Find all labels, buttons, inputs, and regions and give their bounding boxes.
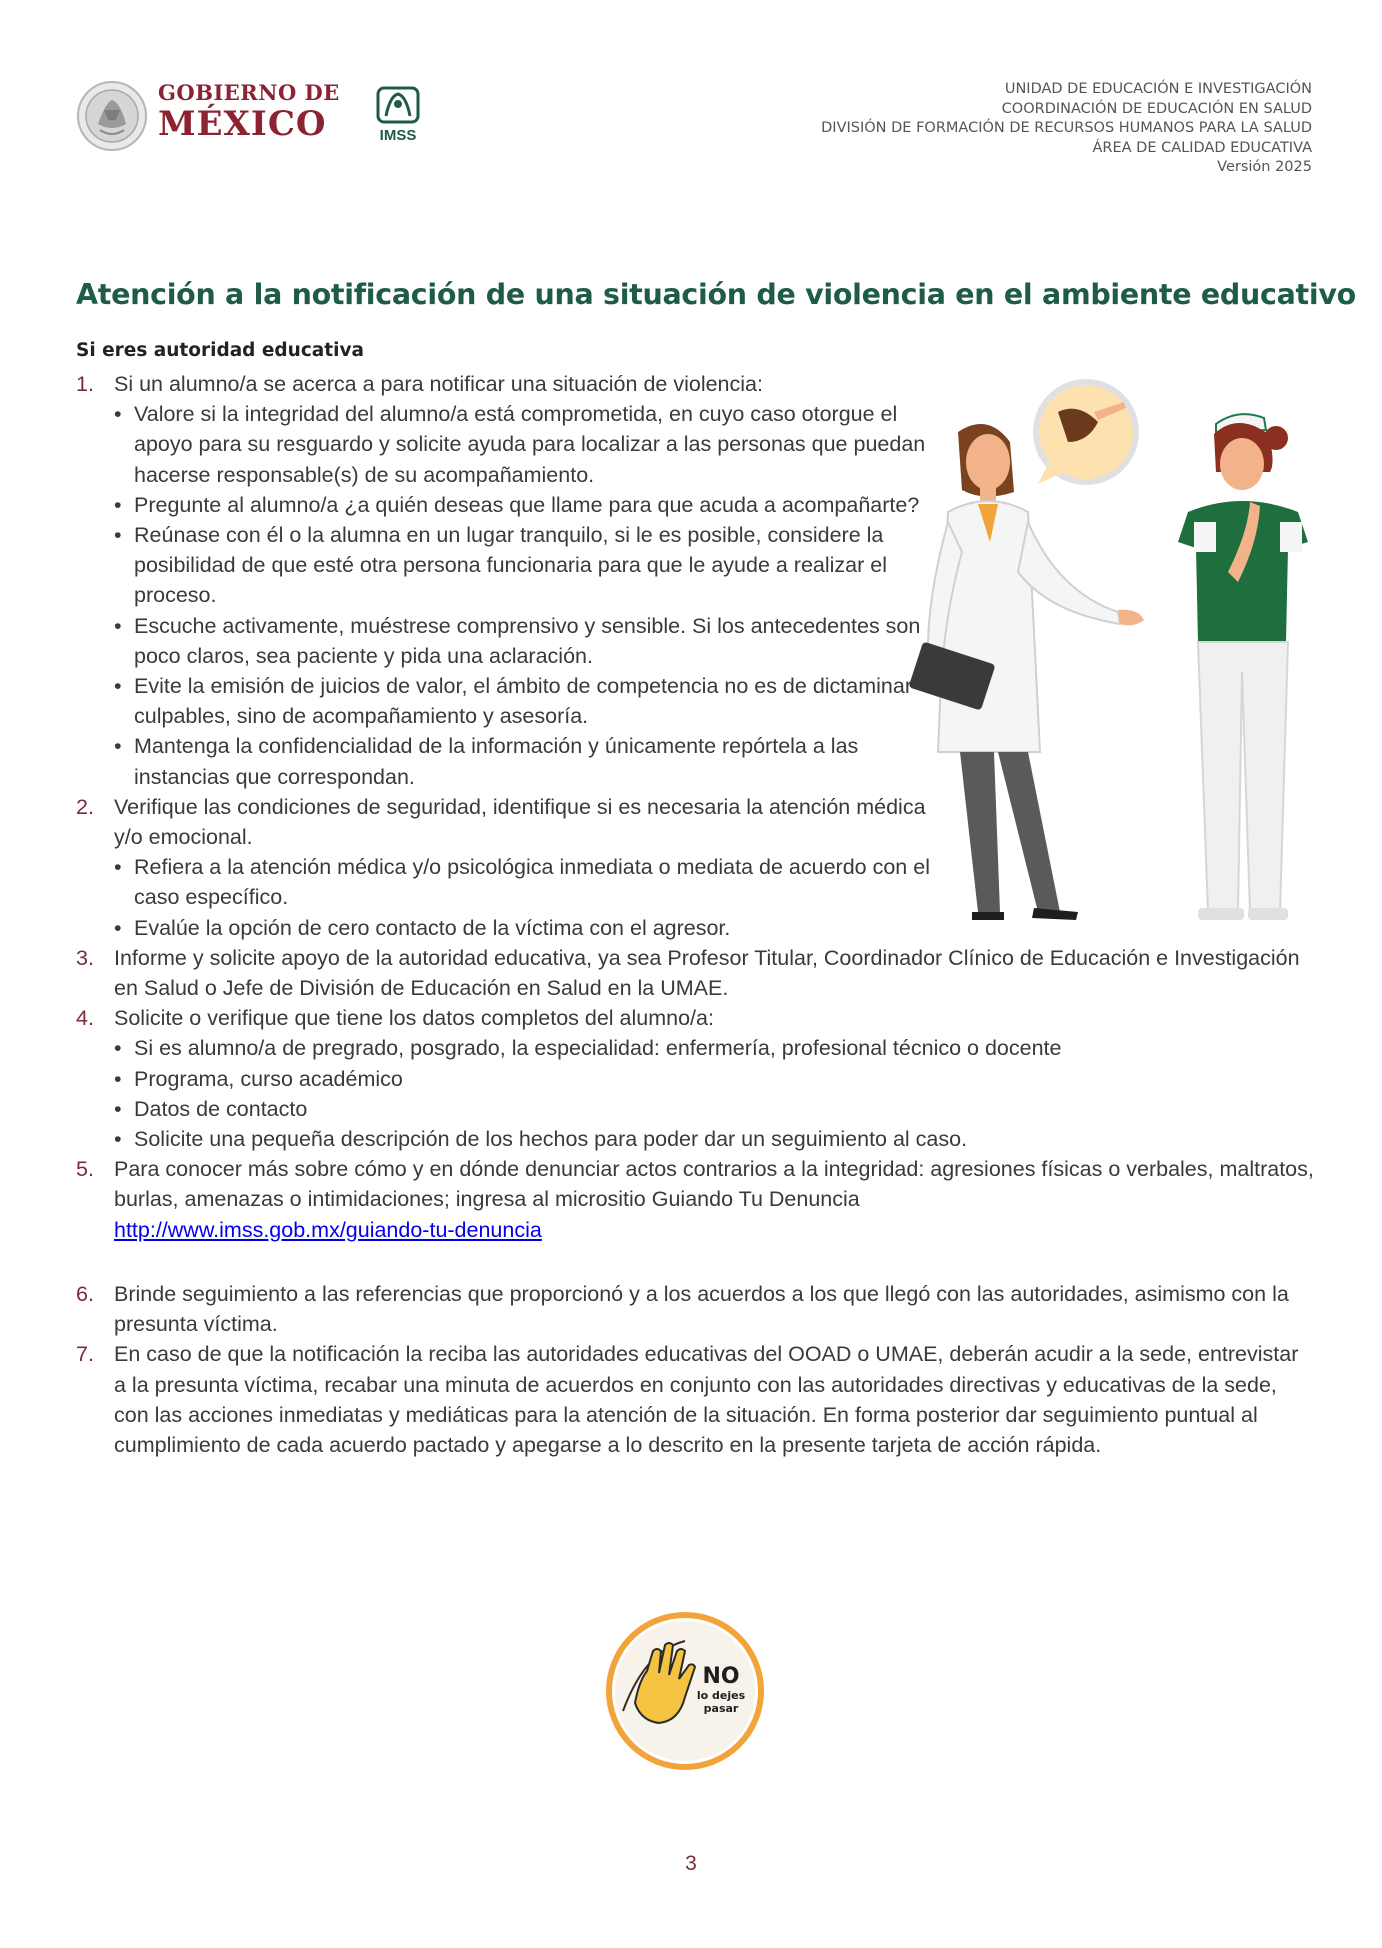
imss-label: IMSS [379,127,417,144]
bullet-item: • Programa, curso académico [114,1064,1316,1094]
spacer [76,1245,1316,1279]
bullet-item: • Si es alumno/a de pregrado, posgrado, la especialidad: enfermería, profesional técnico o docente [114,1033,1316,1063]
bullet-item: • Mantenga la confidencialidad de la información y únicamente repórtela a las instancias que correspondan. [114,731,958,791]
item-number: 6. [76,1281,94,1306]
item-number: 5. [76,1157,94,1182]
bullet-item: • Refiera a la atención médica y/o psicológica inmediata o mediata de acuerdo con el caso específico. [114,852,958,912]
bullet-item: • Valore si la integridad del alumno/a está comprometida, en cuyo caso otorgue el apoyo para su resguardo y solicite ayuda para localizar a las personas que puedan hacerse responsable(s) de su acompañamiento. [114,399,958,490]
bullet-item: • Evite la emisión de juicios de valor, el ámbito de competencia no es de dictaminar culpables, sino de acompañamiento y asesoría. [114,671,958,731]
item-number: 1. [76,372,94,396]
mexico-coat-of-arms-icon [76,80,148,152]
guiando-tu-denuncia-link[interactable]: http://www.imss.gob.mx/guiando-tu-denuncia [114,1217,542,1242]
item-text: Para conocer más sobre cómo y en dónde denunciar actos contrarios a la integridad: agresiones físicas o verbales, maltratos, burlas, amenazas o intimidaciones; ingresa al micrositio Guiando Tu Denuncia [114,1157,1314,1212]
seal-no: NO [702,1664,740,1689]
bullet-item: • Evalúe la opción de cero contacto de la víctima con el agresor. [114,913,958,943]
bullet-item: • Datos de contacto [114,1094,1316,1124]
list-item [76,369,1316,792]
header-line: UNIDAD DE EDUCACIÓN E INVESTIGACIÓN [1004,81,1312,97]
bullet-item: • Solicite una pequeña descripción de los hechos para poder dar un seguimiento al caso. [114,1124,1316,1154]
header-institution-info [821,80,1312,178]
main-content [76,369,1316,1460]
bullet-item: • Escuche activamente, muéstrese comprensivo y sensible. Si los antecedentes son poco claros, sea paciente y pida una aclaración. [114,611,958,671]
item-text: Solicite o verifique que tiene los datos completos del alumno/a: [114,1006,714,1031]
section-subtitle: Si eres autoridad educativa [76,340,364,361]
item-number: 4. [76,1006,94,1031]
no-lo-dejes-pasar-seal [605,1611,765,1771]
header-line: COORDINACIÓN DE EDUCACIÓN EN SALUD [1001,100,1312,117]
gobierno-de-mexico-logo [158,80,340,144]
gobierno-line2: MÉXICO [158,104,327,144]
item-number: 3. [76,945,94,970]
header-logos [76,80,436,160]
item-number: 2. [76,794,94,819]
gobierno-line1: GOBIERNO DE [158,80,340,105]
header-line: ÁREA DE CALIDAD EDUCATIVA [1092,139,1312,156]
list-item [76,1154,1316,1245]
imss-logo-icon [372,86,424,146]
item-text: Informe y solicite apoyo de la autoridad educativa, ya sea Profesor Titular, Coordinador Clínico de Educación e Investigación en Salud o Jefe de División de Educación en Salud en la UMAE. [114,945,1300,1001]
list-item [76,1339,1316,1460]
item-text: En caso de que la notificación la reciba las autoridades educativas del OOAD o UMAE, deberán acudir a la sede, entrevistar a la presunta víctima, recabar una minuta de acuerdos en conjunto con las autoridades directivas y educativas de la sede, con las acciones inmediatas y mediáticas para la atención de la situación. En forma posterior dar seguimiento puntual al cumplimiento de cada acuerdo pactado y apegarse a lo descrito en la presente tarjeta de acción rápida. [114,1342,1299,1457]
item-text: Verifique las condiciones de seguridad, identifique si es necesaria la atención médica y/o emocional. [114,794,926,850]
item-text: Si un alumno/a se acerca a para notificar una situación de violencia: [114,372,763,396]
bullet-item: • Pregunte al alumno/a ¿a quién deseas que llame para que acuda a acompañarte? [114,490,958,520]
item-number: 7. [76,1342,94,1367]
bullet-item: • Reúnase con él o la alumna en un lugar tranquilo, si le es posible, considere la posibilidad de que esté otra persona funcionaria para que le ayude a realizar el proceso. [114,520,958,611]
seal-pasar: pasar [703,1702,739,1715]
header-line: DIVISIÓN DE FORMACIÓN DE RECURSOS HUMANOS PARA LA SALUD [821,120,1312,136]
list-item [76,943,1316,1003]
item-text: Brinde seguimiento a las referencias que proporcionó y a los acuerdos a los que llegó con las autoridades, asimismo con la presunta víctima. [114,1281,1289,1337]
page-number: 3 [685,1852,697,1875]
list-item [76,1279,1316,1339]
header-version: Versión 2025 [1217,159,1312,175]
page-title: Atención a la notificación de una situación de violencia en el ambiente educativo [76,278,1356,311]
list-item [76,792,1316,943]
seal-lo-dejes: lo dejes [696,1689,746,1702]
list-item [76,1003,1316,1154]
